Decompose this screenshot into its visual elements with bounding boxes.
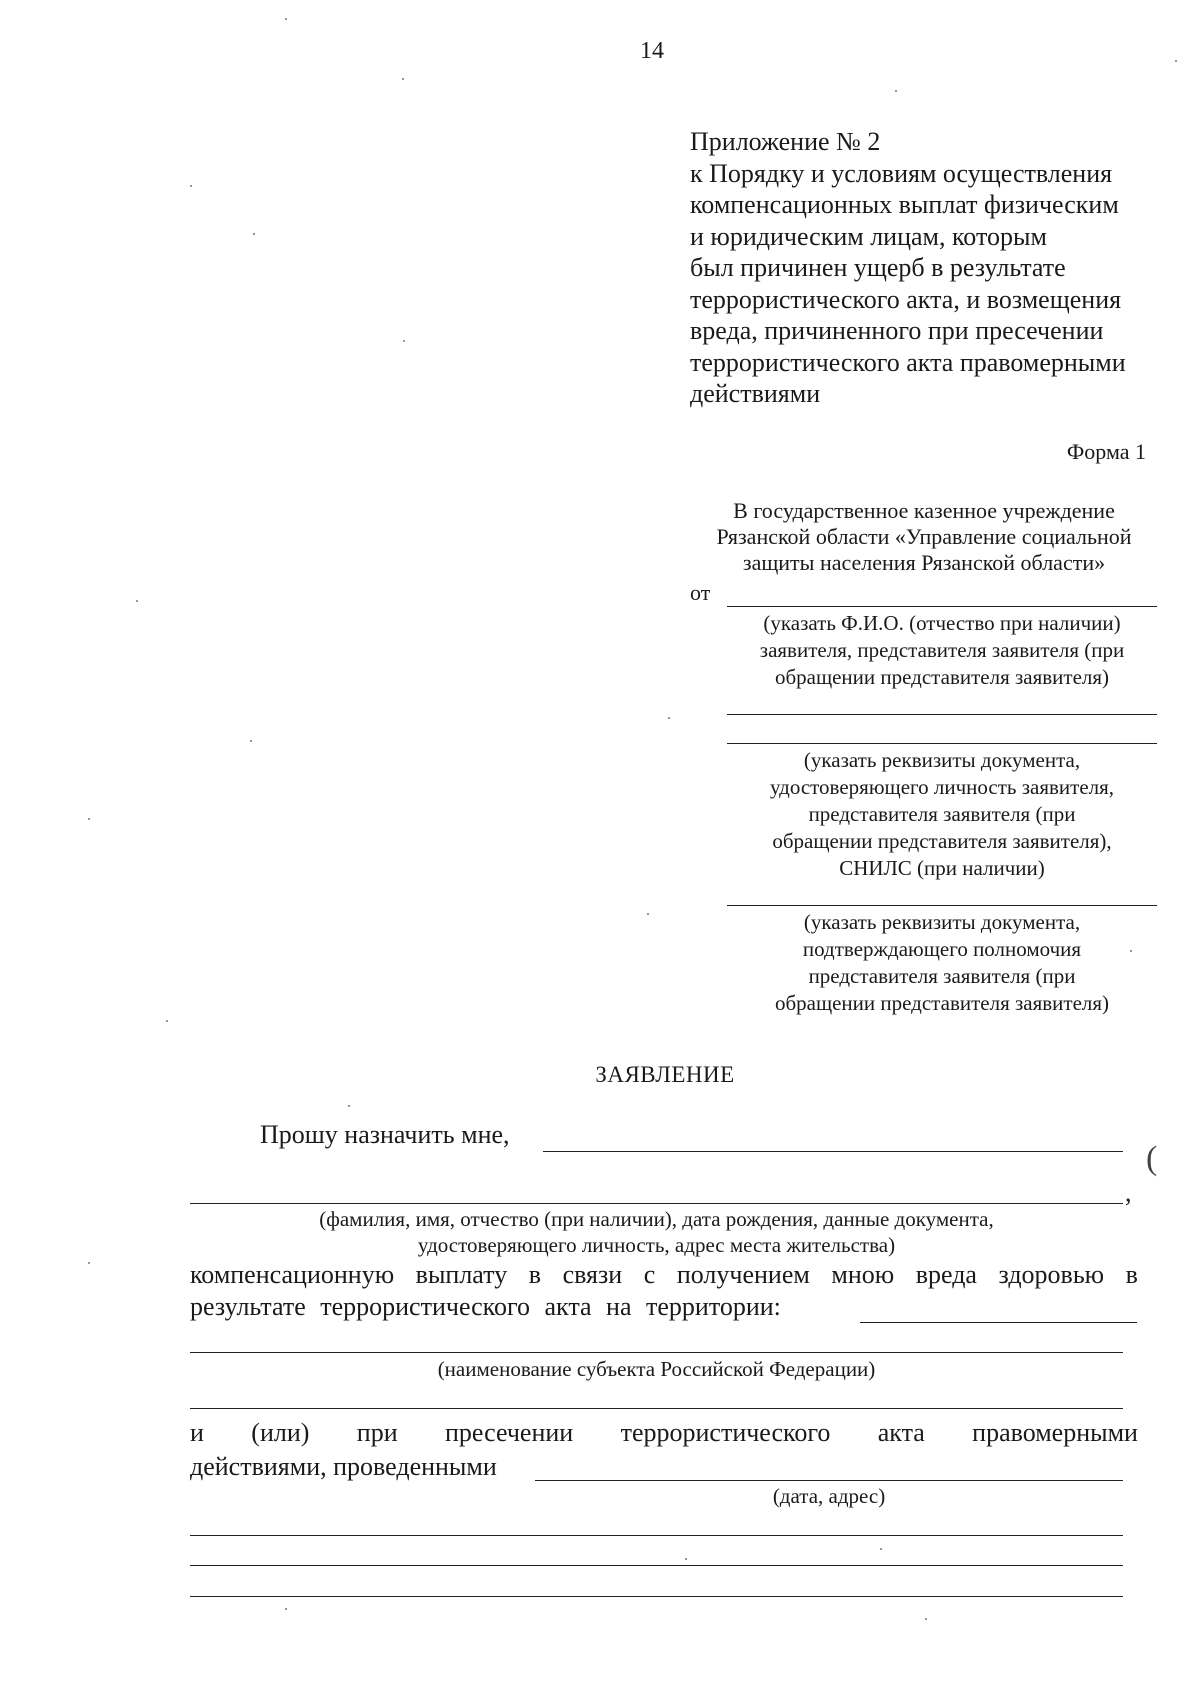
margin-mark: ( (1146, 1140, 1158, 1177)
hint-line: (указать реквизиты документа, (803, 910, 1081, 934)
recipient-field[interactable] (543, 1151, 1123, 1152)
hint-line: обращении представителя заявителя) (774, 991, 1110, 1015)
hint-line: обращении представителя заявителя) (774, 665, 1110, 689)
document-title: ЗАЯВЛЕНИЕ (595, 1062, 735, 1087)
scan-speck (348, 1105, 350, 1107)
blank-line[interactable] (190, 1565, 1123, 1566)
applicant-name-field-2[interactable] (727, 714, 1157, 715)
region-hint: (наименование субъекта Российской Федерации) (437, 1357, 876, 1381)
appendix-line: террористического акта правомерными (690, 347, 1126, 377)
blank-line[interactable] (190, 1596, 1123, 1597)
page-number: 14 (640, 38, 664, 64)
blank-line[interactable] (190, 1535, 1123, 1536)
identity-doc-hint (727, 747, 1157, 882)
scan-speck (1130, 950, 1132, 952)
authority-doc-hint (727, 909, 1157, 1017)
addressee-block (688, 498, 1160, 576)
scan-speck (925, 1618, 927, 1620)
appendix-line: к Порядку и условиям осуществления (690, 158, 1113, 188)
appendix-line: Приложение № 2 (690, 127, 881, 156)
hint-line: заявителя, представителя заявителя (при (759, 638, 1125, 662)
hint-line: СНИЛС (при наличии) (839, 856, 1045, 880)
hint-line: удостоверяющего личность, адрес места жительства) (417, 1233, 896, 1257)
hint-line: подтверждающего полномочия (802, 937, 1082, 961)
identity-doc-field[interactable] (727, 743, 1157, 744)
scan-speck (136, 600, 138, 602)
scan-speck (88, 818, 90, 820)
territory-text: результате террористического акта на территории: (190, 1292, 781, 1321)
date-address-hint: (дата, адрес) (772, 1484, 886, 1508)
region-field-2[interactable] (190, 1408, 1123, 1409)
scan-speck (88, 1262, 90, 1264)
actions-text: действиями, проведенными (190, 1452, 497, 1481)
appendix-line: был причинен ущерб в результате (690, 253, 1066, 282)
scan-speck (402, 78, 404, 80)
scan-speck (685, 1558, 687, 1560)
appendix-line: компенсационных выплат физическим (690, 190, 1119, 219)
recipient-details-field[interactable] (190, 1203, 1123, 1204)
from-label: от (690, 580, 711, 605)
hint-line: (фамилия, имя, отчество (при наличии), дата рождения, данные документа, (319, 1207, 994, 1231)
compensation-line: компенсационную выплату в связи с получением мною вреда здоровью в (190, 1260, 1138, 1289)
scan-speck (190, 185, 192, 187)
date-address-field[interactable] (535, 1480, 1123, 1481)
applicant-name-hint (727, 610, 1157, 691)
appendix-header (690, 126, 1170, 410)
appendix-line: действиями (690, 379, 821, 408)
hint-line: удостоверяющего личность заявителя, (769, 775, 1115, 799)
comma-mark: , (1125, 1178, 1132, 1207)
scan-speck (253, 233, 255, 235)
hint-line: представителя заявителя (при (808, 802, 1076, 826)
hint-line: представителя заявителя (при (808, 964, 1076, 988)
hint-line: обращении представителя заявителя), (772, 829, 1112, 853)
person-details-hint (190, 1206, 1123, 1258)
form-label: Форма 1 (1066, 439, 1146, 464)
applicant-name-field[interactable] (727, 606, 1157, 607)
addressee-line: В государственное казенное учреждение (733, 498, 1115, 523)
scan-speck (668, 717, 670, 719)
scan-speck (285, 1608, 287, 1610)
appendix-line: вреда, причиненного при пресечении (690, 316, 1104, 345)
territory-field[interactable] (860, 1322, 1137, 1323)
hint-line: (указать реквизиты документа, (803, 748, 1081, 772)
scan-speck (895, 90, 897, 92)
request-text: Прошу назначить мне, (260, 1120, 510, 1149)
region-field[interactable] (190, 1352, 1123, 1353)
scan-speck (285, 18, 287, 20)
appendix-line: и юридическим лицам, которым (690, 221, 1047, 251)
hint-line: (указать Ф.И.О. (отчество при наличии) (763, 611, 1121, 635)
addressee-line: Рязанской области «Управление социальной (716, 524, 1132, 549)
scan-speck (1175, 60, 1177, 62)
scan-speck (880, 1548, 882, 1550)
suppression-line: и (или) при пресечении террористического акта правомерными (190, 1418, 1138, 1447)
appendix-line: террористического акта, и возмещения (690, 284, 1122, 314)
scan-speck (166, 1020, 168, 1022)
scan-speck (403, 340, 405, 342)
authority-doc-field[interactable] (727, 905, 1157, 906)
addressee-line: защиты населения Рязанской области» (742, 550, 1106, 575)
scan-speck (647, 913, 649, 915)
scan-speck (250, 740, 252, 742)
